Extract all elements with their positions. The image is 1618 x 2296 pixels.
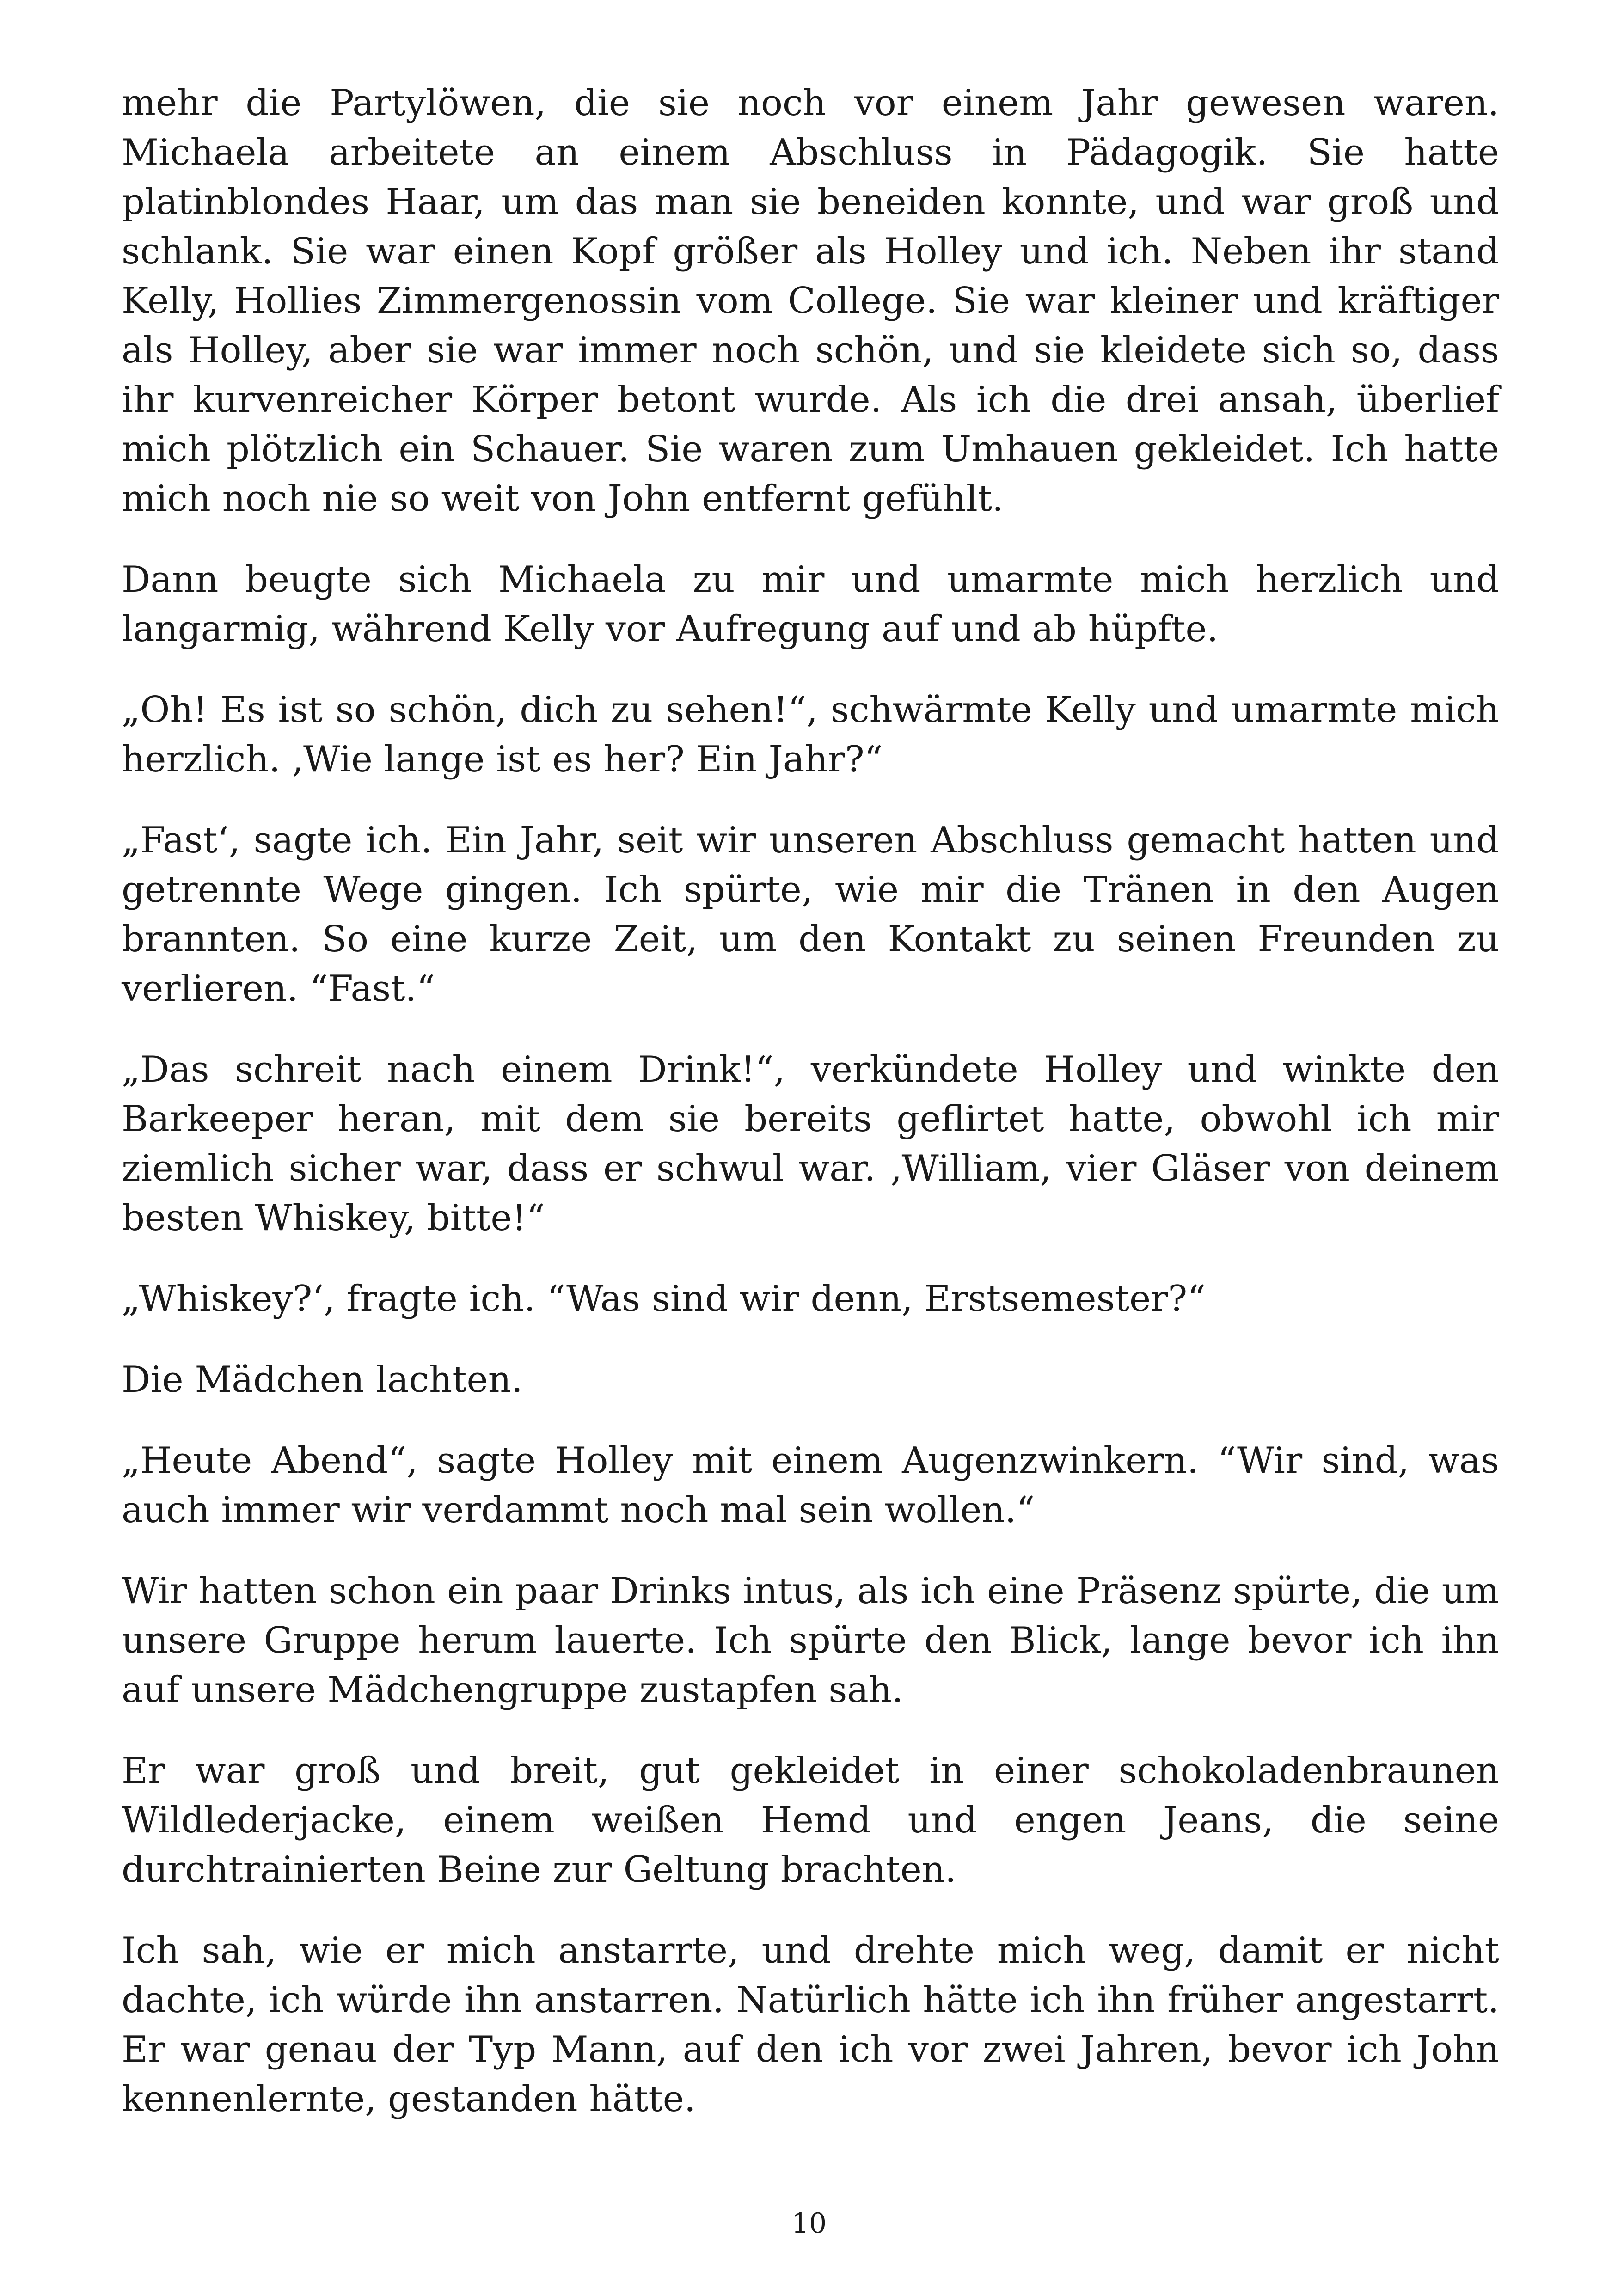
paragraph: „Oh! Es ist so schön, dich zu sehen!“, schwärmte Kelly und umarmte mich herzlich. ‚Wie lange ist es her? Ein Jahr?“	[122, 689, 1499, 780]
paragraph: mehr die Partylöwen, die sie noch vor einem Jahr gewesen waren. Michaela arbeitete an einem Abschluss in Pädagogik. Sie hatte platinblondes Haar, um das man sie beneiden konnte, und war groß und schlank. Sie war einen Kopf größer als Holley und ich. Neben ihr stand Kelly, Hollies Zimmergenossin vom College. Sie war kleiner und kräftiger als Holley, aber sie war immer noch schön, und sie kleidete sich so, dass ihr kurvenreicher Körper betont wurde. Als ich die drei ansah, überlief mich plötzlich ein Schauer. Sie waren zum Umhauen gekleidet. Ich hatte mich noch nie so weit von John entfernt gefühlt.	[122, 82, 1499, 520]
paragraph: Er war groß und breit, gut gekleidet in einer schokoladenbraunen Wildlederjacke, einem weißen Hemd und engen Jeans, die seine durchtrainierten Beine zur Geltung brachten.	[122, 1750, 1499, 1891]
paragraph: Die Mädchen lachten.	[122, 1359, 523, 1401]
page-number: 10	[791, 2207, 827, 2240]
paragraph: „Das schreit nach einem Drink!“, verkündete Holley und winkte den Barkeeper heran, mit dem sie bereits geflirtet hatte, obwohl ich mir ziemlich sicher war, dass er schwul war. ‚William, vier Gläser von deinem besten Whiskey, bitte!“	[122, 1049, 1499, 1239]
paragraph: Wir hatten schon ein paar Drinks intus, als ich eine Präsenz spürte, die um unsere Gruppe herum lauerte. Ich spürte den Blick, lange bevor ich ihn auf unsere Mädchengruppe zustapfen sah.	[122, 1570, 1499, 1711]
paragraph: „Heute Abend“, sagte Holley mit einem Augenzwinkern. “Wir sind, was auch immer wir verdammt noch mal sein wollen.“	[122, 1440, 1499, 1531]
paragraph: Ich sah, wie er mich anstarrte, und drehte mich weg, damit er nicht dachte, ich würde ihn anstarren. Natürlich hätte ich ihn früher angestarrt. Er war genau der Typ Mann, auf den ich vor zwei Jahren, bevor ich John kennenlernte, gestanden hätte.	[122, 1930, 1499, 2120]
paragraph: Dann beugte sich Michaela zu mir und umarmte mich herzlich und langarmig, während Kelly vor Aufregung auf und ab hüpfte.	[122, 559, 1499, 650]
document-body	[122, 79, 1499, 2155]
paragraph: „Whiskey?‘, fragte ich. “Was sind wir denn, Erstsemester?“	[122, 1278, 1206, 1320]
paragraph: „Fast‘, sagte ich. Ein Jahr, seit wir unseren Abschluss gemacht hatten und getrennte Wege gingen. Ich spürte, wie mir die Tränen in den Augen brannten. So eine kurze Zeit, um den Kontakt zu seinen Freunden zu verlieren. “Fast.“	[122, 820, 1499, 1010]
